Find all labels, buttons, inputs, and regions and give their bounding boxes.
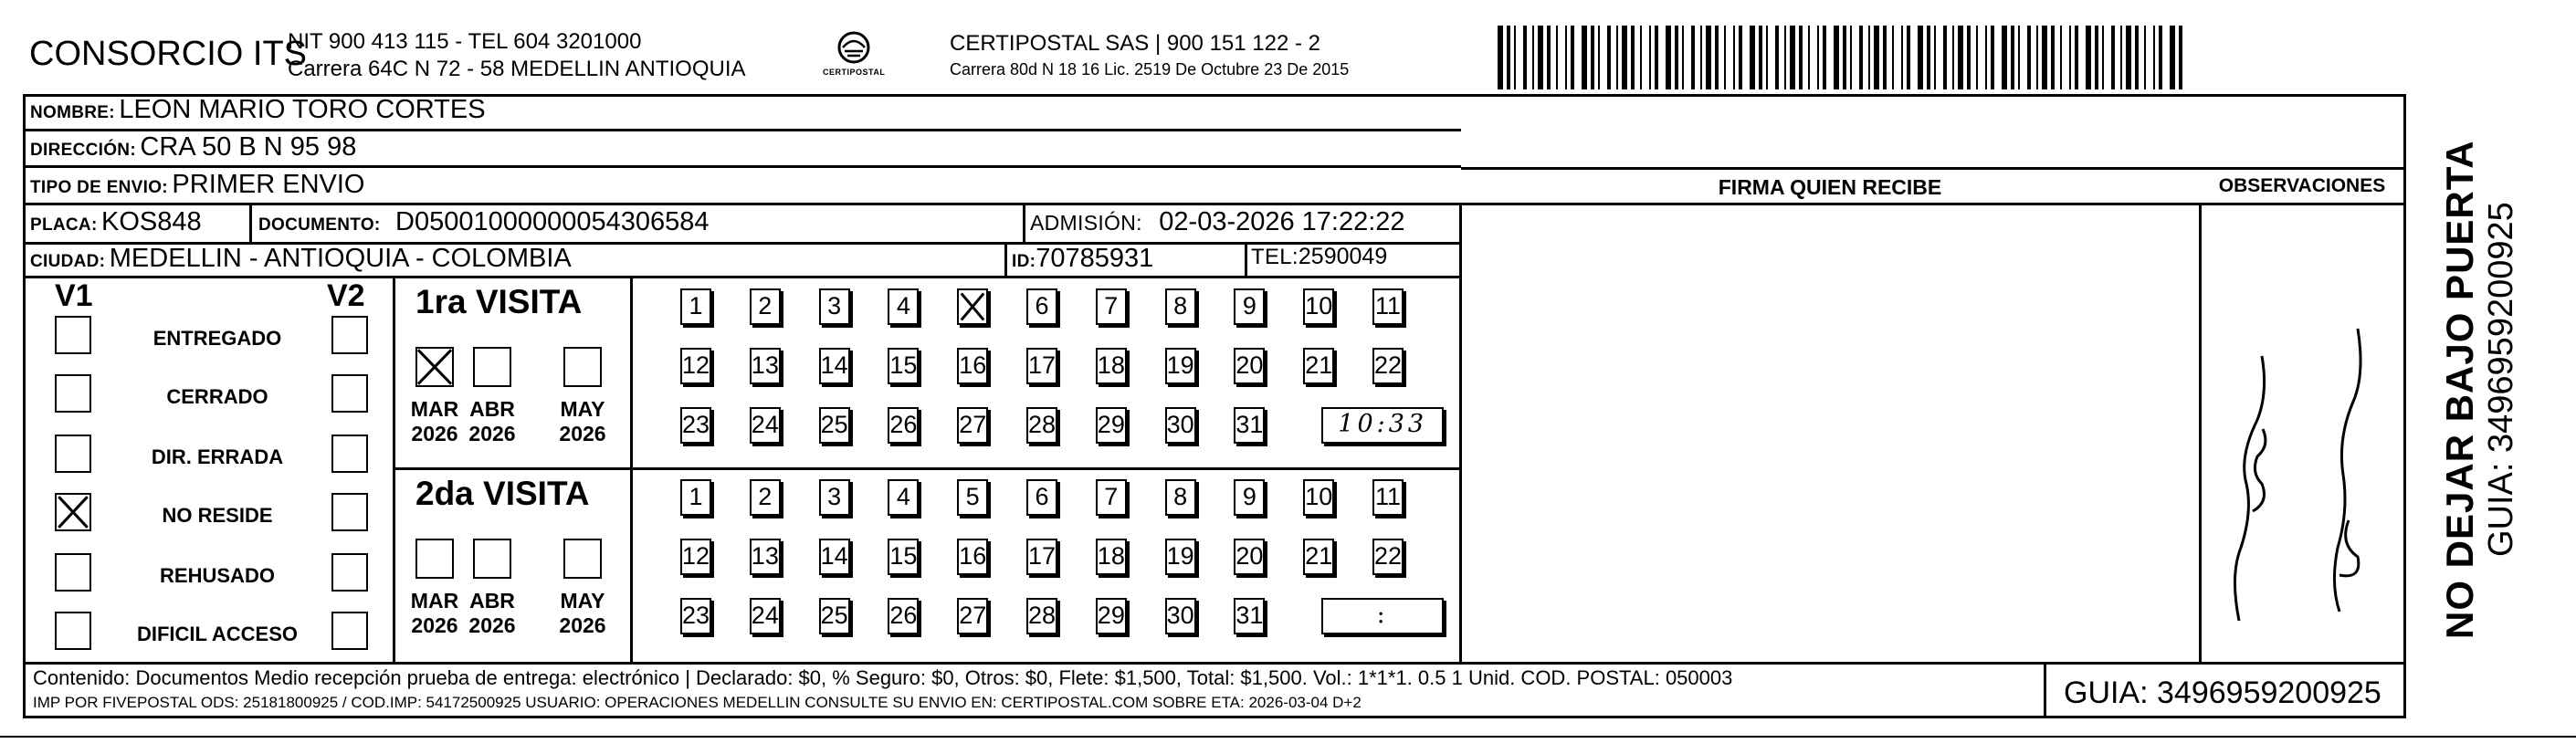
barcode-bar — [1675, 26, 1678, 89]
day-box[interactable]: 21 — [1303, 539, 1334, 575]
day-box[interactable]: 5 — [957, 479, 988, 516]
barcode-bar — [2075, 26, 2078, 89]
v2-checkbox[interactable] — [331, 374, 368, 413]
day-box[interactable]: 23 — [680, 598, 711, 634]
month-checkbox[interactable] — [415, 347, 454, 387]
barcode-bar — [1507, 26, 1510, 89]
day-box[interactable]: 4 — [888, 288, 919, 325]
firma-header: FIRMA QUIEN RECIBE — [1718, 175, 1942, 199]
day-box[interactable]: 14 — [819, 348, 850, 384]
day-box[interactable]: 21 — [1303, 348, 1334, 384]
barcode-bar — [1843, 26, 1846, 89]
month-year: 2026 — [468, 613, 516, 637]
v1-checkbox[interactable] — [55, 435, 91, 473]
ciudad-value: MEDELLIN - ANTIOQUIA - COLOMBIA — [109, 244, 572, 273]
day-box[interactable]: 27 — [957, 407, 988, 444]
day-box[interactable]: 24 — [750, 598, 781, 634]
ciudad-field — [30, 244, 572, 274]
barcode-bar — [2042, 26, 2047, 89]
barcode-bar — [1823, 26, 1826, 89]
barcode — [1498, 26, 2182, 89]
tipo-row — [30, 170, 365, 200]
barcode-bar — [1571, 26, 1574, 89]
barcode-bar — [1859, 26, 1863, 89]
day-box[interactable]: 9 — [1234, 288, 1265, 325]
no-dejar-notice: NO DEJAR BAJO PUERTA — [2438, 140, 2481, 639]
barcode-bar — [1874, 26, 1879, 89]
barcode-bar — [1775, 26, 1779, 89]
day-box[interactable]: 22 — [1372, 539, 1404, 575]
day-box[interactable]: 19 — [1165, 539, 1196, 575]
month-year: 2026 — [411, 422, 458, 445]
barcode-bar — [2135, 26, 2139, 89]
month-name: MAY — [560, 589, 605, 613]
month-year: 2026 — [411, 613, 458, 637]
barcode-bar — [1739, 26, 1742, 89]
nombre-value: LEON MARIO TORO CORTES — [119, 95, 486, 124]
tel-field — [1251, 244, 1387, 270]
certipostal-logo — [817, 27, 890, 82]
admision-label: ADMISIÓN: — [1030, 211, 1142, 235]
status-label: CERRADO — [166, 385, 268, 408]
day-box[interactable]: 26 — [888, 407, 919, 444]
ciudad-label: CIUDAD: — [30, 252, 106, 271]
id-field — [1012, 244, 1153, 274]
barcode-bar — [1991, 26, 1994, 89]
v1-checkbox[interactable] — [55, 374, 91, 413]
barcode-bar — [1706, 26, 1711, 89]
day-box[interactable]: 1 — [680, 288, 711, 325]
barcode-bar — [1907, 26, 1910, 89]
barcode-bar — [1607, 26, 1611, 89]
barcode-bar — [1556, 26, 1558, 89]
status-label: DIFICIL ACCESO — [136, 623, 298, 645]
v1-header: V1 — [55, 278, 93, 313]
v2-header: V2 — [327, 278, 365, 313]
barcode-bar — [1918, 26, 1923, 89]
barcode-bar — [1682, 26, 1684, 89]
status-label: DIR. ERRADA — [151, 445, 284, 468]
v1-checkbox[interactable] — [55, 553, 91, 592]
company-address: Carrera 64C N 72 - 58 MEDELLIN ANTIOQUIA — [288, 57, 746, 81]
day-box[interactable]: 7 — [1096, 288, 1127, 325]
status-label: NO RESIDE — [162, 504, 273, 527]
barcode-bar — [1927, 26, 1930, 89]
month-label — [406, 589, 463, 638]
barcode-bar — [2027, 26, 2031, 89]
documento-field — [258, 207, 710, 237]
barcode-bar — [1532, 26, 1534, 89]
nombre-label: NOMBRE: — [30, 103, 115, 122]
month-name: ABR — [469, 397, 515, 421]
barcode-bar — [1883, 26, 1887, 89]
barcode-bar — [1784, 26, 1786, 89]
barcode-bar — [1850, 26, 1852, 89]
barcode-bar — [2153, 26, 2155, 89]
day-box[interactable]: 29 — [1096, 598, 1127, 634]
status-label: ENTREGADO — [152, 327, 282, 350]
tel-value: 2590049 — [1298, 244, 1388, 269]
barcode-bar — [2144, 26, 2146, 89]
barcode-bar — [1834, 26, 1839, 89]
day-box[interactable]: 20 — [1234, 348, 1265, 384]
day-box[interactable]: 11 — [1372, 479, 1404, 516]
day-box[interactable]: 18 — [1096, 348, 1127, 384]
month-checkbox[interactable] — [563, 539, 602, 579]
day-box[interactable]: 12 — [680, 539, 711, 575]
barcode-bar — [1631, 26, 1635, 89]
footer-imp: IMP POR FIVEPOSTAL ODS: 25181800925 / COD.IMP: 54172500925 USUARIO: OPERACIONES MEDELLIN CONSULTE SU ENVIO EN: CERTIPOSTAL.COM SOBRE ETA: 2026-03-04 D+2 — [33, 694, 1362, 711]
barcode-bar — [2051, 26, 2055, 89]
id-label: ID: — [1012, 252, 1036, 271]
month-checkbox[interactable] — [473, 347, 511, 387]
footer-guia: GUIA: 3496959200925 — [2064, 675, 2381, 710]
logo-text: CERTIPOSTAL — [823, 68, 886, 77]
day-box[interactable]: 10 — [1303, 288, 1334, 325]
month-label — [406, 397, 463, 446]
footer-contenido: Contenido: Documentos Medio recepción prueba de entrega: electrónico | Declarado: $0, % Seguro: $0, Otros: $0, Flete: $1,500, Total: $1,500. Vol.: 1*1*1. 0.5 1 Unid. COD. POSTAL: 050003 — [33, 666, 1733, 689]
month-checkbox[interactable] — [415, 539, 454, 579]
barcode-bar — [1868, 26, 1870, 89]
direccion-value: CRA 50 B N 95 98 — [140, 132, 357, 162]
day-box[interactable]: 15 — [888, 539, 919, 575]
time-box[interactable]: 10:33 — [1321, 407, 1444, 444]
barcode-bar — [1598, 26, 1600, 89]
day-box[interactable]: 30 — [1165, 407, 1196, 444]
barcode-bar — [1958, 26, 1963, 89]
day-box[interactable]: 16 — [957, 348, 988, 384]
observation-handwriting — [2203, 274, 2403, 657]
month-label — [464, 397, 520, 446]
day-box[interactable]: 6 — [1026, 288, 1057, 325]
time-box[interactable]: : — [1321, 598, 1444, 634]
documento-value: D05001000000054306584 — [395, 207, 710, 236]
barcode-bar — [1808, 26, 1810, 89]
barcode-bar — [2002, 26, 2007, 89]
barcode-bar — [1790, 26, 1795, 89]
barcode-bar — [1666, 26, 1671, 89]
barcode-bar — [2086, 26, 2091, 89]
month-label — [554, 397, 611, 446]
day-box[interactable]: 12 — [680, 348, 711, 384]
barcode-bar — [1582, 26, 1587, 89]
placa-value: KOS848 — [101, 207, 202, 236]
barcode-bar — [1691, 26, 1695, 89]
month-checkbox[interactable] — [563, 347, 602, 387]
tel-label: TEL: — [1251, 245, 1299, 269]
barcode-bar — [1591, 26, 1594, 89]
barcode-bar — [1514, 26, 1516, 89]
barcode-bar — [1724, 26, 1726, 89]
barcode-bar — [1766, 26, 1768, 89]
month-name: ABR — [469, 589, 515, 613]
barcode-bar — [1498, 26, 1503, 89]
month-checkbox[interactable] — [473, 539, 511, 579]
tipo-value: PRIMER ENVIO — [172, 170, 365, 199]
barcode-bar — [1649, 26, 1651, 89]
day-box[interactable]: 13 — [750, 539, 781, 575]
v1-checkbox[interactable] — [55, 493, 91, 531]
day-box[interactable]: 25 — [819, 407, 850, 444]
barcode-bar — [2159, 26, 2162, 89]
company-name: CONSORCIO ITS — [29, 35, 308, 73]
day-box[interactable]: 10 — [1303, 479, 1334, 516]
barcode-bar — [2036, 26, 2038, 89]
barcode-bar — [1622, 26, 1627, 89]
barcode-bar — [1952, 26, 1954, 89]
day-box[interactable]: 26 — [888, 598, 919, 634]
day-box[interactable]: 22 — [1372, 348, 1404, 384]
month-name: MAR — [410, 589, 459, 613]
barcode-bar — [2102, 26, 2104, 89]
barcode-bar — [1901, 26, 1903, 89]
barcode-bar — [2170, 26, 2175, 89]
day-box[interactable]: 19 — [1165, 348, 1196, 384]
day-box[interactable] — [957, 288, 988, 325]
day-box[interactable]: 14 — [819, 539, 850, 575]
day-box[interactable]: 27 — [957, 598, 988, 634]
barcode-bar — [1700, 26, 1702, 89]
month-label — [464, 589, 520, 638]
tipo-label: TIPO DE ENVIO: — [30, 178, 168, 197]
side-guia: GUIA: 3496959200925 — [2482, 202, 2520, 557]
day-box[interactable]: 30 — [1165, 598, 1196, 634]
day-box[interactable]: 29 — [1096, 407, 1127, 444]
barcode-bar — [1817, 26, 1819, 89]
day-box[interactable]: 3 — [819, 479, 850, 516]
barcode-bar — [1976, 26, 1978, 89]
day-box[interactable]: 8 — [1165, 288, 1196, 325]
barcode-bar — [2111, 26, 2115, 89]
month-year: 2026 — [559, 422, 606, 445]
day-box[interactable]: 23 — [680, 407, 711, 444]
day-box[interactable]: 17 — [1026, 539, 1057, 575]
barcode-bar — [1640, 26, 1642, 89]
month-year: 2026 — [468, 422, 516, 445]
day-box[interactable]: 16 — [957, 539, 988, 575]
barcode-bar — [1892, 26, 1894, 89]
company-nit: NIT 900 413 115 - TEL 604 3201000 — [288, 29, 642, 54]
month-year: 2026 — [559, 613, 606, 637]
month-label — [554, 589, 611, 638]
barcode-bar — [2126, 26, 2131, 89]
day-box[interactable]: 2 — [750, 479, 781, 516]
barcode-bar — [1943, 26, 1947, 89]
barcode-bar — [1616, 26, 1618, 89]
admision-value: 02-03-2026 17:22:22 — [1159, 207, 1405, 236]
courier-name: CERTIPOSTAL SAS | 900 151 122 - 2 — [950, 31, 1320, 56]
admision-field — [1030, 207, 1405, 237]
barcode-bar — [2069, 26, 2071, 89]
status-label: REHUSADO — [160, 564, 275, 587]
day-box[interactable]: 24 — [750, 407, 781, 444]
courier-address: Carrera 80d N 18 16 Lic. 2519 De Octubre 23 De 2015 — [950, 60, 1350, 79]
nombre-row — [30, 95, 486, 125]
day-box[interactable]: 31 — [1234, 598, 1265, 634]
placa-field — [30, 207, 202, 237]
day-box[interactable]: 4 — [888, 479, 919, 516]
documento-label: DOCUMENTO: — [258, 215, 381, 235]
barcode-bar — [1538, 26, 1543, 89]
day-box[interactable]: 2 — [750, 288, 781, 325]
id-value: 70785931 — [1036, 244, 1154, 273]
barcode-bar — [1715, 26, 1719, 89]
day-box[interactable]: 20 — [1234, 539, 1265, 575]
v2-checkbox[interactable] — [331, 553, 368, 592]
v2-checkbox[interactable] — [331, 612, 368, 650]
barcode-bar — [1985, 26, 1987, 89]
barcode-bar — [1967, 26, 1971, 89]
day-box[interactable]: 9 — [1234, 479, 1265, 516]
barcode-bar — [1733, 26, 1735, 89]
day-box[interactable]: 11 — [1372, 288, 1404, 325]
day-box[interactable]: 17 — [1026, 348, 1057, 384]
v1-checkbox[interactable] — [55, 316, 91, 354]
barcode-bar — [2011, 26, 2014, 89]
barcode-bar — [1523, 26, 1527, 89]
direccion-label: DIRECCIÓN: — [30, 141, 136, 160]
day-box[interactable]: 3 — [819, 288, 850, 325]
direccion-row — [30, 132, 356, 162]
day-box[interactable]: 15 — [888, 348, 919, 384]
barcode-bar — [2179, 26, 2182, 89]
barcode-bar — [2095, 26, 2098, 89]
barcode-bar — [2060, 26, 2062, 89]
day-box[interactable]: 28 — [1026, 407, 1057, 444]
day-box[interactable]: 8 — [1165, 479, 1196, 516]
barcode-bar — [1799, 26, 1803, 89]
day-box[interactable]: 6 — [1026, 479, 1057, 516]
day-box[interactable]: 13 — [750, 348, 781, 384]
v1-checkbox[interactable] — [55, 612, 91, 650]
barcode-bar — [1565, 26, 1567, 89]
day-box[interactable]: 18 — [1096, 539, 1127, 575]
day-box[interactable]: 31 — [1234, 407, 1265, 444]
placa-label: PLACA: — [30, 215, 98, 235]
month-name: MAR — [410, 397, 459, 421]
day-box[interactable]: 7 — [1096, 479, 1127, 516]
day-box[interactable]: 1 — [680, 479, 711, 516]
barcode-bar — [1934, 26, 1936, 89]
month-name: MAY — [560, 397, 605, 421]
day-box[interactable]: 28 — [1026, 598, 1057, 634]
second-visit-title: 2da VISITA — [415, 475, 590, 512]
barcode-bar — [1655, 26, 1658, 89]
day-box[interactable]: 25 — [819, 598, 850, 634]
v2-checkbox[interactable] — [331, 316, 368, 354]
first-visit-title: 1ra VISITA — [415, 283, 583, 320]
barcode-bar — [1547, 26, 1551, 89]
barcode-bar — [1750, 26, 1755, 89]
v2-checkbox[interactable] — [331, 493, 368, 531]
observaciones-header: OBSERVACIONES — [2218, 175, 2386, 196]
barcode-bar — [2018, 26, 2020, 89]
v2-checkbox[interactable] — [331, 435, 368, 473]
barcode-bar — [2120, 26, 2122, 89]
barcode-bar — [1759, 26, 1762, 89]
